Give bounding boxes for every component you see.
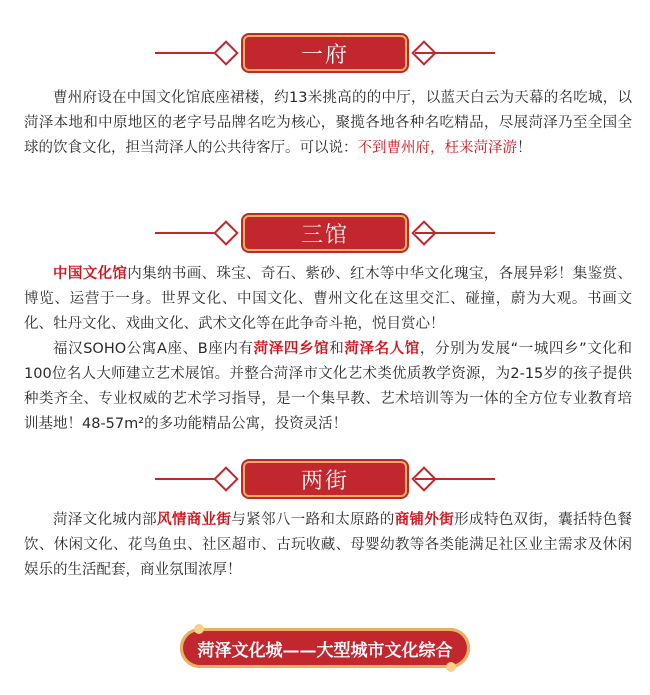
body-text: 曹州府设在中国文化馆底座裙楼，约13米挑高的的中厅，以蓝天白云为天幕的名吃城，以菏泽本地和中原地区的老字号品牌名吃为核心，聚揽各地各种名吃精品，尽展菏泽乃至全国全球的饮食文化，担当菏泽人的公共待客厅。可以说： — [24, 90, 632, 156]
body-text: 福汉SOHO公寓A座、B座内有 — [53, 341, 254, 357]
paragraph — [24, 508, 632, 583]
decor-dot-icon — [194, 624, 204, 634]
body-text: ！ — [517, 140, 532, 156]
highlight-text: 不到曹州府，枉来菏泽游 — [357, 140, 517, 156]
section-title: 两街 — [243, 461, 407, 497]
section-yifu-body — [24, 86, 632, 161]
decor-dot-icon — [446, 662, 456, 672]
banner-rail — [415, 232, 495, 234]
diamond-ornament-icon — [213, 40, 238, 65]
highlight-text: 菏泽名人馆 — [344, 341, 420, 357]
highlight-text: 中国文化馆 — [53, 266, 128, 282]
footer-banner-text: 菏泽文化城——大型城市文化综合 — [197, 640, 453, 661]
paragraph — [24, 262, 632, 337]
section-banner-yifu — [195, 32, 455, 74]
banner-rail — [415, 478, 495, 480]
section-banner-liangjie — [195, 458, 455, 500]
body-text: 和 — [329, 341, 345, 357]
diamond-ornament-icon — [213, 220, 238, 245]
body-text: 菏泽文化城内部 — [53, 512, 157, 528]
paragraph — [24, 337, 632, 437]
footer-banner — [180, 628, 470, 668]
highlight-text: 风情商业街 — [157, 512, 232, 528]
section-liangjie-body — [24, 508, 632, 583]
highlight-text: 菏泽四乡馆 — [253, 341, 330, 357]
paragraph — [24, 86, 632, 161]
body-text: 与紧邻八一路和太原路的 — [231, 512, 395, 528]
body-text: ，分别为发展“一城四乡”文化和100位名人大师建立艺术展馆。并整合菏泽市文化艺术类优质教学资源，为2-15岁的孩子提供种类齐全、专业权威的艺术学习指导，是一个集早教、艺术培训等为一体的全方位专业教育培训基地！48-57m²的多功能精品公寓，投资灵活！ — [24, 341, 633, 432]
body-text: 形成特色双街，囊括特色餐饮、休闲文化、花鸟鱼虫、社区超市、古玩收藏、母婴幼教等各类能满足社区业主需求及休闲娱乐的生活配套，商业氛围浓厚！ — [24, 512, 633, 578]
section-banner-sanguan — [195, 212, 455, 254]
highlight-text: 商铺外街 — [394, 512, 455, 528]
section-title: 一府 — [243, 35, 407, 71]
section-title: 三馆 — [243, 215, 407, 251]
banner-rail — [415, 52, 495, 54]
section-sanguan-body — [24, 262, 632, 437]
body-text: 内集纳书画、珠宝、奇石、紫砂、红木等中华文化瑰宝，各展异彩！集鉴赏、博览、运营于一身。世界文化、中国文化、曹州文化在这里交汇、碰撞，蔚为大观。书画文化、牡丹文化、戏曲文化、武术文化等在此争奇斗艳，悦目赏心！ — [24, 266, 633, 332]
diamond-ornament-icon — [213, 466, 238, 491]
